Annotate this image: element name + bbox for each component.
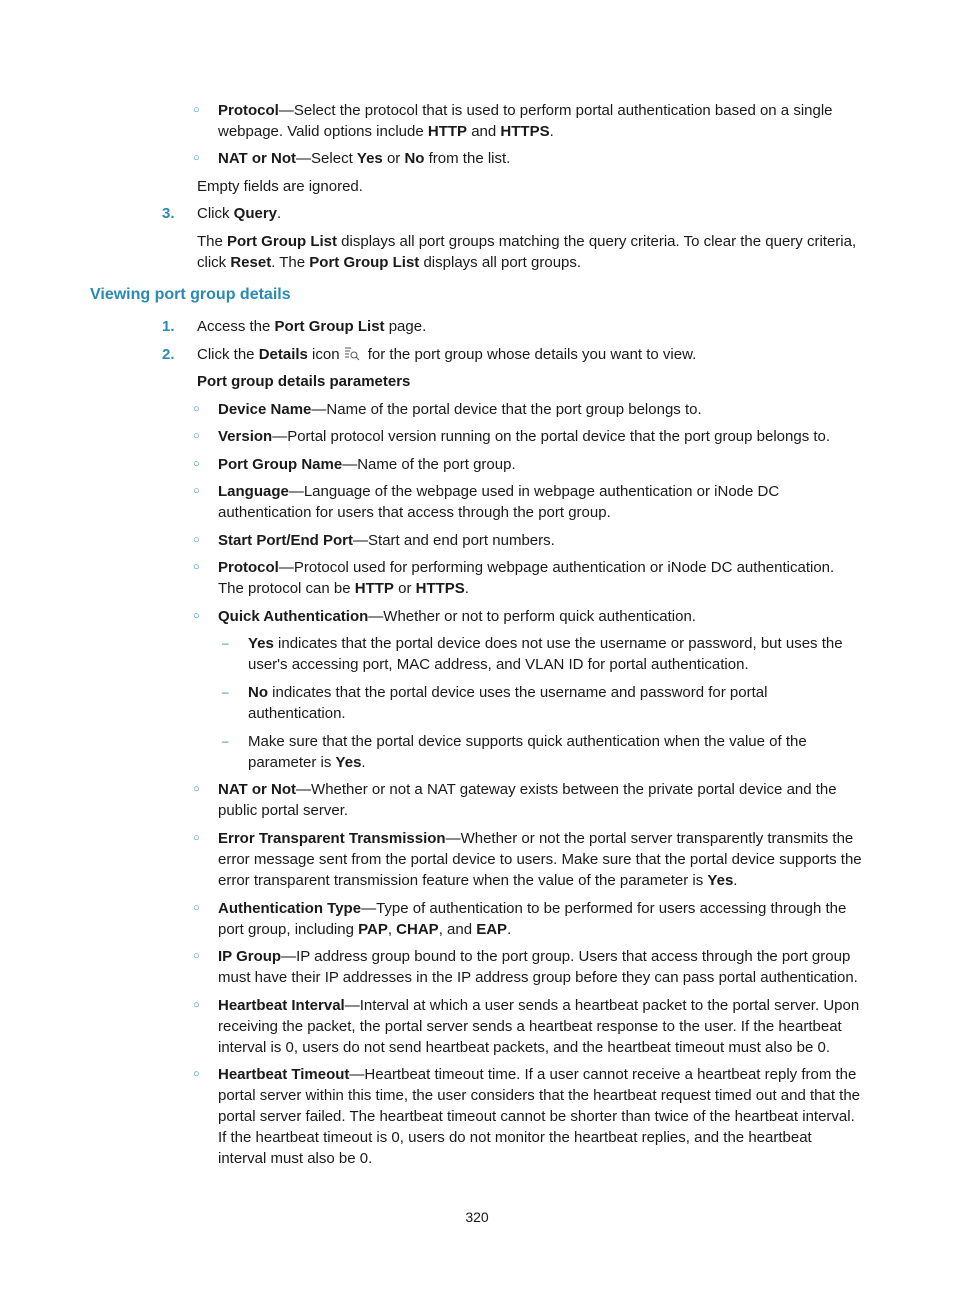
- bullet: ○: [193, 430, 200, 442]
- item-nat-select: NAT or Not—Select Yes or No from the list.: [218, 150, 511, 167]
- item-quick-auth: Quick Authentication—Whether or not to perform quick authentication.: [218, 608, 696, 625]
- bullet: ○: [193, 610, 200, 622]
- item-heartbeat-timeout: Heartbeat Timeout—Heartbeat timeout time. If a user cannot receive a heartbeat reply from the portal server within this time, the user considers that the heartbeat request timed out and that the portal server failed. The heartbeat timeout cannot be shorter than twice of the heartbeat interval. If the heartbeat timeout is 0, users do not monitor the heartbeat replies, and the heartbeat interval must also be 0.: [218, 1066, 861, 1167]
- dash: –: [222, 734, 229, 748]
- bullet: ○: [193, 902, 200, 914]
- item-start-end-port: Start Port/End Port—Start and end port numbers.: [218, 532, 555, 549]
- bullet: ○: [193, 950, 200, 962]
- bullet: ○: [193, 783, 200, 795]
- item-port-group-name: Port Group Name—Name of the port group.: [218, 456, 516, 473]
- item-protocol-detail: Protocol—Protocol used for performing webpage authentication or iNode DC authentication. The protocol can be HTTP or HTTPS.: [218, 559, 835, 597]
- item-language: Language—Language of the webpage used in webpage authentication or iNode DC authentication for users that access through the port group.: [218, 483, 780, 521]
- bullet: ○: [193, 104, 200, 116]
- bullet: ○: [193, 1068, 200, 1080]
- bullet: ○: [193, 561, 200, 573]
- item-protocol: Protocol—Select the protocol that is used to perform portal authentication based on a single webpage. Valid options include HTTP and HTTPS.: [218, 102, 833, 140]
- bullet: ○: [193, 485, 200, 497]
- item-auth-type: Authentication Type—Type of authentication to be performed for users accessing through the port group, including PAP, CHAP, and EAP.: [218, 900, 847, 938]
- item-ip-group: IP Group—IP address group bound to the port group. Users that access through the port group must have their IP addresses in the IP address group before they can pass portal authentication.: [218, 948, 858, 986]
- bullet: ○: [193, 534, 200, 546]
- section-heading: Viewing port group details: [90, 286, 291, 303]
- bullet: ○: [193, 832, 200, 844]
- step-number: 2.: [162, 346, 175, 363]
- query-paragraph: The Port Group List displays all port groups matching the query criteria. To clear the query criteria, click Reset. The Port Group List displays all port groups.: [197, 233, 857, 271]
- dash: –: [222, 636, 229, 650]
- bullet: ○: [193, 403, 200, 415]
- subitem-support-note: Make sure that the portal device supports quick authentication when the value of the parameter is Yes.: [248, 733, 807, 771]
- step-number: 1.: [162, 318, 175, 335]
- dash: –: [222, 685, 229, 699]
- bullet: ○: [193, 999, 200, 1011]
- step-1: Access the Port Group List page.: [197, 318, 427, 335]
- item-heartbeat-interval: Heartbeat Interval—Interval at which a user sends a heartbeat packet to the portal server. Upon receiving the packet, the portal server sends a heartbeat response to the user. If the heartbeat interval is 0, users do not send heartbeat packets, and the heartbeat timeout must also be 0.: [218, 997, 860, 1056]
- empty-fields-note: Empty fields are ignored.: [197, 178, 363, 195]
- item-error-transparent: Error Transparent Transmission—Whether or not the portal server transparently transmits the error message sent from the portal device to users. Make sure that the portal device supports the error transparent transmission feature when the value of the parameter is Yes.: [218, 830, 862, 889]
- bullet: ○: [193, 152, 200, 164]
- params-title: Port group details parameters: [197, 373, 411, 390]
- subitem-no: No indicates that the portal device uses the username and password for portal authentication.: [248, 684, 768, 722]
- item-version: Version—Portal protocol version running on the portal device that the port group belongs to.: [218, 428, 831, 445]
- item-nat: NAT or Not—Whether or not a NAT gateway exists between the private portal device and the public portal server.: [218, 781, 837, 819]
- page-number: 320: [465, 1209, 489, 1225]
- step-3: Click Query.: [197, 205, 282, 222]
- bullet: ○: [193, 458, 200, 470]
- item-device-name: Device Name—Name of the portal device that the port group belongs to.: [218, 401, 702, 418]
- step-number: 3.: [162, 205, 175, 222]
- details-icon: [344, 346, 360, 361]
- step-2: Click the Details icon for the port group whose details you want to view.: [197, 346, 697, 363]
- subitem-yes: Yes indicates that the portal device does not use the username or password, but uses the user's accessing port, MAC address, and VLAN ID for portal authentication.: [248, 635, 843, 673]
